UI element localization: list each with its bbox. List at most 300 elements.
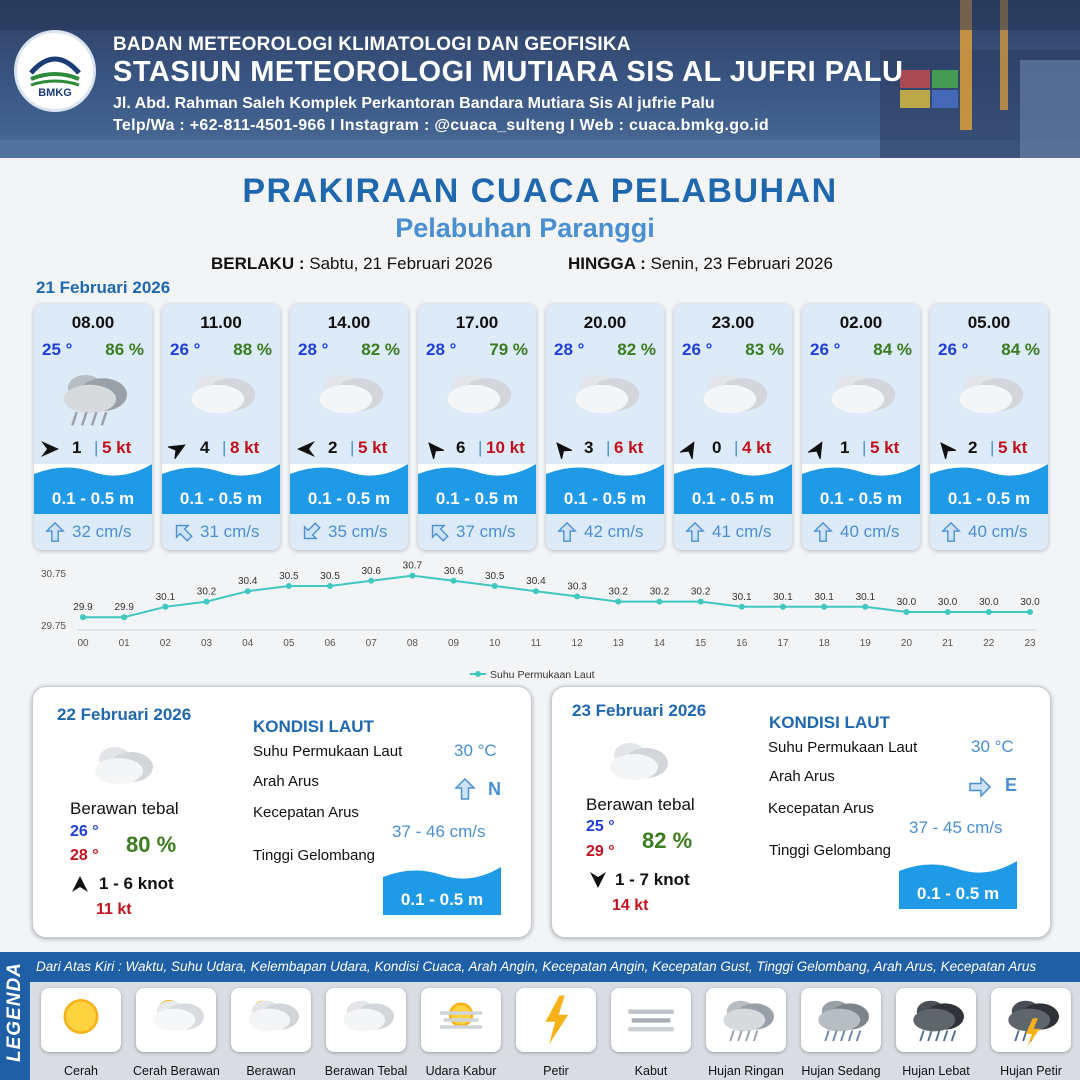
- berawan-icon: [239, 992, 303, 1048]
- legend-note: Dari Atas Kiri : Waktu, Suhu Udara, Kelembapan Udara, Kondisi Cuaca, Arah Angin, Kecepatan Angin, Kecepatan Gust, Tinggi Gelombang, Arah Arus, Kecepatan Arus: [36, 959, 1037, 974]
- organization-name: BADAN METEOROLOGI KLIMATOLOGI DAN GEOFISIKA: [113, 34, 631, 55]
- wind-direction-icon: [936, 439, 956, 459]
- hourly-card: [930, 304, 1048, 550]
- sst-data-label: 30.1: [814, 591, 834, 603]
- day-date: 23 Februari 2026: [572, 701, 707, 720]
- berawan-tebal-icon: [312, 364, 384, 434]
- header-banner: [0, 0, 1080, 158]
- sst-value: 30 °C: [454, 741, 497, 760]
- card-humidity: 82 %: [361, 340, 400, 359]
- card-wave-height: 0.1 - 0.5 m: [947, 489, 1031, 508]
- current-dir-label: Arah Arus: [769, 768, 835, 785]
- legend-icon-box: [611, 988, 691, 1052]
- day-panel-23: [551, 686, 1051, 938]
- card-wave-height: 0.1 - 0.5 m: [819, 489, 903, 508]
- sst-data-point: [821, 604, 827, 610]
- x-tick-label: 06: [324, 638, 336, 649]
- legend-item: [893, 988, 979, 1078]
- x-tick-label: 05: [283, 638, 295, 649]
- legend-icon-box: [991, 988, 1071, 1052]
- day-temp-max: 29 °: [586, 843, 615, 860]
- day-temp-min: 25 °: [586, 818, 615, 835]
- x-tick-label: 13: [612, 638, 624, 649]
- legend-label: Udara Kabur: [425, 1064, 497, 1078]
- current-dir-value: E: [1005, 775, 1018, 795]
- sst-data-label: 29.9: [114, 602, 134, 614]
- card-wind: [808, 438, 914, 460]
- card-current-speed: 42 cm/s: [584, 522, 644, 541]
- legend-label: Hujan Petir: [1000, 1064, 1062, 1078]
- card-current: [290, 514, 408, 550]
- card-wind: [680, 438, 786, 460]
- day-condition: Berawan tebal: [586, 795, 695, 814]
- x-tick-label: 18: [818, 638, 830, 649]
- current-speed-label: Kecepatan Arus: [253, 804, 359, 821]
- card-condition: [696, 364, 768, 434]
- wind-direction-icon: [680, 439, 700, 459]
- card-humidity: 84 %: [1001, 340, 1040, 359]
- sst-data-point: [1027, 609, 1033, 615]
- kondisi-laut-title: KONDISI LAUT: [769, 713, 890, 732]
- x-tick-label: 12: [571, 638, 583, 649]
- wave-height-value: 0.1 - 0.5 m: [400, 890, 484, 909]
- current-direction-icon: [684, 521, 706, 543]
- legend-item: [38, 988, 124, 1078]
- sst-data-label: 30.2: [690, 586, 711, 598]
- card-wind-speed: 1: [72, 438, 82, 457]
- legend-item: [608, 988, 694, 1078]
- sst-data-point: [903, 609, 909, 615]
- wind-direction-icon: [40, 439, 60, 459]
- hourly-card: [418, 304, 536, 550]
- sst-data-label: 30.1: [155, 591, 176, 603]
- card-temperature: 26 °: [938, 340, 969, 359]
- sst-data-label: 30.0: [937, 597, 958, 608]
- day-temp-min: 26 °: [70, 823, 99, 840]
- wind-direction-icon: [71, 875, 89, 893]
- card-wave-height: 0.1 - 0.5 m: [563, 489, 647, 508]
- card-condition: [824, 364, 896, 434]
- day-temp-max: 28 °: [70, 847, 99, 864]
- sst-data-label: 30.5: [279, 571, 299, 582]
- legend-label: Berawan: [246, 1064, 296, 1078]
- day-humidity: 80 %: [126, 832, 177, 857]
- card-current-speed: 32 cm/s: [72, 522, 132, 541]
- current-dir-label: Arah Arus: [253, 773, 319, 790]
- card-wind: [552, 438, 658, 460]
- valid-from-value: Sabtu, 21 Februari 2026: [309, 254, 493, 273]
- day-gust: 11 kt: [96, 901, 132, 918]
- sst-data-label: 29.9: [73, 602, 93, 614]
- x-tick-label: 21: [942, 638, 954, 649]
- udara-kabur-icon: [429, 992, 493, 1048]
- sst-data-label: 30.1: [773, 591, 793, 603]
- card-wind-speed: 4: [200, 438, 210, 457]
- legend-icon-box: [326, 988, 406, 1052]
- sst-data-point: [698, 599, 704, 605]
- sst-data-point: [327, 583, 333, 589]
- card-wind-separator: |: [734, 438, 739, 457]
- card-wind-separator: |: [222, 438, 227, 457]
- sst-data-label: 30.1: [732, 591, 752, 603]
- card-humidity: 82 %: [617, 340, 656, 359]
- sst-data-label: 30.7: [402, 560, 423, 572]
- card-temperature: 28 °: [554, 340, 585, 359]
- card-wind-separator: |: [478, 438, 483, 457]
- x-tick-label: 01: [118, 638, 130, 649]
- sst-data-label: 30.4: [237, 576, 258, 588]
- card-wind-speed: 1: [840, 438, 850, 457]
- sst-data-point: [780, 604, 786, 610]
- legend-icon-box: [801, 988, 881, 1052]
- sst-data-point: [492, 583, 498, 589]
- card-wind-separator: |: [606, 438, 611, 457]
- x-tick-label: 02: [159, 638, 171, 649]
- card-temperature: 28 °: [426, 340, 457, 359]
- current-direction-icon: [44, 521, 66, 543]
- legend-label: Cerah: [63, 1064, 99, 1078]
- legend: [0, 952, 1080, 1080]
- current-direction-icon: [556, 521, 578, 543]
- valid-to: [568, 254, 833, 274]
- bmkg-logo: [14, 30, 96, 112]
- card-humidity: 84 %: [873, 340, 912, 359]
- card-condition: [184, 364, 256, 434]
- y-tick-label: 30.75: [40, 569, 66, 580]
- x-tick-label: 09: [448, 638, 460, 649]
- day-wind: 1 - 6 knot: [99, 874, 174, 893]
- sst-data-point: [986, 609, 992, 615]
- cerah-icon: [49, 992, 113, 1048]
- card-wind: [296, 438, 402, 460]
- hujan-lebat-icon: [904, 992, 968, 1048]
- card-wind-speed: 6: [456, 438, 466, 457]
- legend-item: [703, 988, 789, 1078]
- card-wind-separator: |: [350, 438, 355, 457]
- wave-height-value: 0.1 - 0.5 m: [916, 884, 1000, 903]
- valid-to-value: Senin, 23 Februari 2026: [650, 254, 833, 273]
- x-tick-label: 08: [406, 638, 418, 649]
- sst-data-point: [80, 614, 86, 620]
- legend-label: Hujan Ringan: [708, 1064, 784, 1078]
- hourly-card: [674, 304, 792, 550]
- sst-data-label: 30.6: [443, 565, 464, 577]
- legend-item: [798, 988, 884, 1078]
- sst-label: Suhu Permukaan Laut: [768, 739, 918, 756]
- sst-label: Suhu Permukaan Laut: [253, 743, 403, 760]
- card-current: [546, 514, 664, 550]
- card-temperature: 26 °: [170, 340, 201, 359]
- card-wave-height: 0.1 - 0.5 m: [435, 489, 519, 508]
- card-wind-gust: 6 kt: [614, 438, 644, 457]
- sst-data-label: 30.4: [526, 576, 546, 588]
- card-wind: [936, 438, 1042, 460]
- x-tick-label: 16: [736, 638, 748, 649]
- sst-data-point: [945, 609, 951, 615]
- card-current: [802, 514, 920, 550]
- sst-data-label: 30.5: [485, 571, 505, 582]
- x-tick-label: 22: [983, 638, 995, 649]
- station-name: STASIUN METEOROLOGI MUTIARA SIS AL JUFRI PALU: [113, 56, 904, 88]
- hourly-card: [34, 304, 152, 550]
- card-wind-gust: 5 kt: [998, 438, 1028, 457]
- hujan-petir-icon: [999, 992, 1063, 1048]
- card-wave-height: 0.1 - 0.5 m: [307, 489, 391, 508]
- sst-data-point: [451, 578, 457, 584]
- card-wind-speed: 0: [712, 438, 722, 457]
- card-current: [674, 514, 792, 550]
- petir-icon: [524, 992, 588, 1048]
- card-temperature: 25 °: [42, 340, 73, 359]
- legend-item: [513, 988, 599, 1078]
- legend-label: Berawan Tebal: [324, 1064, 408, 1078]
- card-condition: [952, 364, 1024, 434]
- wind-direction-icon: [552, 439, 572, 459]
- legend-item: [228, 988, 314, 1078]
- card-wind: [424, 438, 530, 460]
- card-humidity: 88 %: [233, 340, 272, 359]
- card-time: 08.00: [71, 313, 115, 332]
- legend-item: [988, 988, 1074, 1078]
- card-condition: [568, 364, 640, 434]
- hourly-card: [290, 304, 408, 550]
- card-time: 20.00: [583, 313, 627, 332]
- y-tick-label: 29.75: [40, 621, 66, 632]
- sst-series-line: [83, 576, 1030, 618]
- current-direction-icon: [968, 775, 992, 799]
- legend-sidebar: [0, 952, 30, 1080]
- sst-data-label: 30.5: [320, 571, 340, 582]
- valid-from-label: BERLAKU :: [211, 254, 305, 273]
- x-tick-label: 00: [77, 638, 89, 649]
- card-humidity: 86 %: [105, 340, 144, 359]
- current-direction-icon: [453, 777, 477, 801]
- card-time: 05.00: [967, 313, 1011, 332]
- card-temperature: 28 °: [298, 340, 329, 359]
- card-temperature: 26 °: [682, 340, 713, 359]
- current-direction-icon: [300, 521, 322, 543]
- x-tick-label: 23: [1024, 638, 1036, 649]
- x-tick-label: 20: [900, 638, 913, 649]
- legend-label: Cerah Berawan: [133, 1064, 220, 1078]
- card-current-speed: 41 cm/s: [712, 522, 772, 541]
- card-condition: [312, 364, 384, 434]
- sst-data-point: [409, 573, 415, 579]
- card-wind-gust: 4 kt: [742, 438, 772, 457]
- current-direction-icon: [940, 521, 962, 543]
- wind-direction-icon: [589, 871, 607, 889]
- card-current-speed: 35 cm/s: [328, 522, 388, 541]
- berawan-tebal-icon: [824, 364, 896, 434]
- sst-data-label: 30.0: [896, 597, 917, 608]
- sst-data-label: 30.1: [855, 591, 876, 603]
- card-current-speed: 37 cm/s: [456, 522, 516, 541]
- x-tick-label: 03: [200, 638, 213, 649]
- card-wind: [40, 438, 146, 460]
- card-condition: [56, 364, 128, 434]
- legend-label: Kabut: [634, 1064, 668, 1078]
- card-time: 14.00: [327, 313, 371, 332]
- sst-value: 30 °C: [971, 737, 1014, 756]
- card-wind-gust: 8 kt: [230, 438, 260, 457]
- day-wind: 1 - 7 knot: [615, 870, 690, 889]
- hujan-ringan-icon: [56, 364, 128, 434]
- legend-icon-box: [231, 988, 311, 1052]
- card-wind-separator: |: [94, 438, 99, 457]
- current-dir-value: N: [488, 779, 501, 799]
- legend-icon-box: [896, 988, 976, 1052]
- station-address: Jl. Abd. Rahman Saleh Komplek Perkantoran Bandara Mutiara Sis Al jufrie Palu: [113, 95, 715, 112]
- card-current: [418, 514, 536, 550]
- page-subtitle: Pelabuhan Paranggi: [395, 213, 655, 243]
- legend-icon-box: [706, 988, 786, 1052]
- berawan-tebal-icon: [952, 364, 1024, 434]
- kondisi-laut-title: KONDISI LAUT: [253, 717, 374, 736]
- current-speed-value: 37 - 45 cm/s: [909, 818, 1003, 837]
- hourly-card: [162, 304, 280, 550]
- logo-text: BMKG: [38, 87, 72, 99]
- hourly-card: [802, 304, 920, 550]
- sst-data-label: 30.2: [649, 586, 670, 598]
- berawan-tebal-icon: [440, 364, 512, 434]
- wave-label: Tinggi Gelombang: [253, 847, 376, 864]
- x-tick-label: 10: [489, 638, 501, 649]
- current-direction-icon: [172, 521, 194, 543]
- chart-legend-marker: [475, 671, 481, 677]
- wind-direction-icon: [424, 439, 444, 459]
- sst-data-point: [574, 593, 580, 599]
- sst-data-label: 30.0: [1020, 597, 1040, 608]
- sst-data-point: [162, 604, 168, 610]
- card-wind-speed: 3: [584, 438, 594, 457]
- sst-data-point: [121, 614, 127, 620]
- current-speed-label: Kecepatan Arus: [768, 800, 874, 817]
- berawan-tebal-icon: [184, 364, 256, 434]
- day-gust: 14 kt: [612, 897, 649, 914]
- x-tick-label: 19: [859, 638, 871, 649]
- card-current-speed: 40 cm/s: [968, 522, 1028, 541]
- card-time: 17.00: [455, 313, 499, 332]
- berawan-tebal-icon: [568, 364, 640, 434]
- x-tick-label: 15: [695, 638, 707, 649]
- card-condition: [440, 364, 512, 434]
- x-tick-label: 04: [242, 638, 254, 649]
- sst-data-label: 30.2: [196, 586, 217, 598]
- card-temperature: 26 °: [810, 340, 841, 359]
- legend-label: Hujan Lebat: [902, 1064, 970, 1078]
- day-panel-22: [32, 686, 532, 938]
- card-humidity: 83 %: [745, 340, 784, 359]
- sst-data-point: [245, 588, 251, 594]
- x-tick-label: 11: [530, 638, 542, 649]
- sst-data-point: [286, 583, 292, 589]
- hourly-card: [546, 304, 664, 550]
- berawan-tebal-icon: [334, 992, 398, 1048]
- sst-data-label: 30.0: [979, 597, 999, 608]
- hujan-ringan-icon: [714, 992, 778, 1048]
- sst-data-label: 30.3: [567, 581, 587, 593]
- legend-label: Petir: [543, 1064, 569, 1078]
- legend-icon-box: [421, 988, 501, 1052]
- legend-title: LEGENDA: [4, 962, 25, 1062]
- card-wave-height: 0.1 - 0.5 m: [51, 489, 135, 508]
- card-current: [34, 514, 152, 550]
- berawan-tebal-icon: [696, 364, 768, 434]
- legend-item: [133, 988, 219, 1078]
- wind-direction-icon: [808, 439, 828, 459]
- sst-data-point: [739, 604, 745, 610]
- day-date: 22 Februari 2026: [57, 705, 192, 724]
- card-wind-speed: 2: [328, 438, 338, 457]
- card-wind-speed: 2: [968, 438, 978, 457]
- current-direction-icon: [428, 521, 450, 543]
- wind-direction-icon: [168, 439, 188, 459]
- sst-data-point: [656, 599, 662, 605]
- legend-icon-box: [41, 988, 121, 1052]
- card-current: [162, 514, 280, 550]
- chart-legend-label: Suhu Permukaan Laut: [490, 669, 595, 681]
- sst-data-label: 30.6: [361, 565, 381, 577]
- card-wind-gust: 5 kt: [870, 438, 900, 457]
- card-wind-gust: 10 kt: [486, 438, 525, 457]
- card-wind-gust: 5 kt: [358, 438, 388, 457]
- sst-chart: [30, 560, 1050, 682]
- x-tick-label: 07: [365, 638, 377, 649]
- card-wind-separator: |: [990, 438, 995, 457]
- current-speed-value: 37 - 46 cm/s: [392, 822, 486, 841]
- current-direction-icon: [812, 521, 834, 543]
- day-humidity: 82 %: [642, 828, 693, 853]
- card-wave-height: 0.1 - 0.5 m: [691, 489, 775, 508]
- wave-label: Tinggi Gelombang: [769, 842, 892, 859]
- berawan-tebal-icon: [89, 737, 159, 797]
- card-time: 02.00: [839, 313, 883, 332]
- legend-item: [418, 988, 504, 1078]
- card-time: 23.00: [711, 313, 755, 332]
- legend-item: [323, 988, 409, 1078]
- x-tick-label: 17: [777, 638, 789, 649]
- sst-data-label: 30.2: [608, 586, 628, 598]
- cerah-berawan-icon: [144, 992, 208, 1048]
- card-current-speed: 40 cm/s: [840, 522, 900, 541]
- legend-label: Hujan Sedang: [801, 1064, 881, 1078]
- hujan-sedang-icon: [809, 992, 873, 1048]
- page-title: PRAKIRAAN CUACA PELABUHAN: [242, 172, 838, 210]
- card-humidity: 79 %: [489, 340, 528, 359]
- card-wind-gust: 5 kt: [102, 438, 132, 457]
- sst-data-point: [368, 578, 374, 584]
- sst-data-point: [533, 588, 539, 594]
- valid-from: [211, 254, 493, 274]
- card-current: [930, 514, 1048, 550]
- sst-data-point: [862, 604, 868, 610]
- card-wave-height: 0.1 - 0.5 m: [179, 489, 263, 508]
- sst-data-point: [204, 599, 210, 605]
- card-wind: [168, 438, 274, 460]
- berawan-tebal-icon: [604, 733, 674, 793]
- legend-icon-box: [136, 988, 216, 1052]
- legend-icon-box: [516, 988, 596, 1052]
- day-condition: Berawan tebal: [70, 799, 179, 818]
- card-current-speed: 31 cm/s: [200, 522, 260, 541]
- valid-to-label: HINGGA :: [568, 254, 646, 273]
- card-time: 11.00: [200, 313, 242, 332]
- x-tick-label: 14: [653, 638, 665, 649]
- sst-data-point: [615, 599, 621, 605]
- kabut-icon: [619, 992, 683, 1048]
- day1-date: 21 Februari 2026: [36, 278, 171, 297]
- wind-direction-icon: [296, 439, 316, 459]
